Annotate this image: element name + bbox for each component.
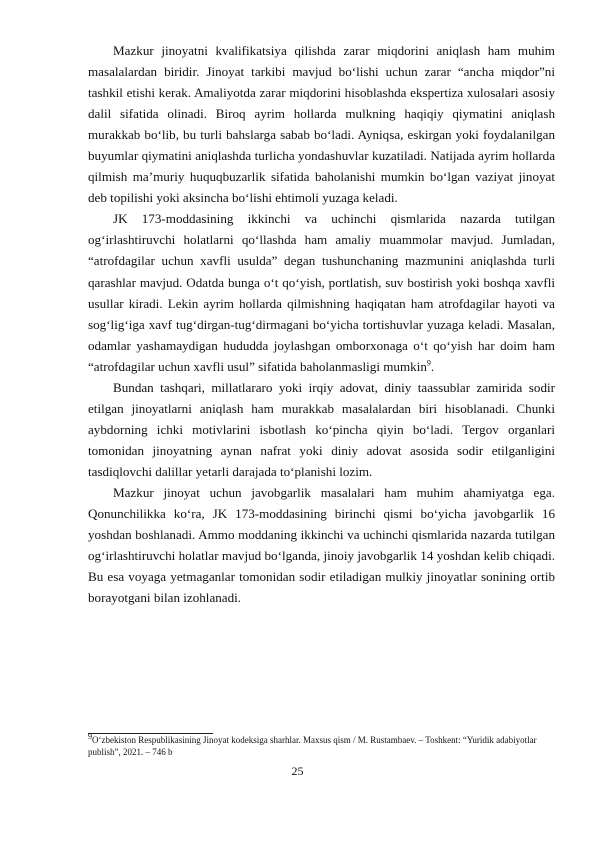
paragraph-2: [88, 208, 555, 376]
footnote-marker: 9: [88, 732, 92, 741]
footnote-divider: [88, 733, 213, 734]
footnote-text: O‘zbekiston Respublikasining Jinoyat kodeksiga sharhlar. Maxsus qism / M. Rustambaev. – Toshkent: “Yuridik adabiyotlar publish”, 2021. – 746 b: [88, 735, 537, 757]
paragraph-1: Mazkur jinoyatni kvalifikatsiya qilishda zarar miqdorini aniqlash ham muhim masalalardan biridir. Jinoyat tarkibi mavjud bo‘lishi uchun zarar “ancha miqdor”ni tashkil etishi kerak. Amaliyotda zarar miqdorini hisoblashda ekspertiza xulosalari asosiy dalil sifatida olinadi. Biroq ayrim hollarda mulkning haqiqiy qiymatini aniqlash murakkab bo‘lib, bu turli bahslarga sabab bo‘ladi. Ayniqsa, eskirgan yoki foydalanilgan buyumlar qiymatini aniqlashda turlicha yondashuvlar kuzatiladi. Natijada ayrim hollarda qilmish ma’muriy huquqbuzarlik sifatida baholanishi mumkin bo‘lgan vaziyat jinoyat deb topilishi yoki aksincha bo‘lishi ehtimoli yuzaga keladi.: [88, 43, 555, 206]
footnote-reference[interactable]: 9: [426, 358, 431, 368]
paragraph-2-text: JK 173-moddasining ikkinchi va uchinchi qismlarida nazarda tutilgan og‘irlashtiruvchi holatlarni qo‘llashda ham amaliy muammolar mavjud. Jumladan, “atrofdagilar uchun xavfli usulda” degan tushunchaning mazmunini aniqlashda turli qarashlar mavjud. Odatda bunga o‘t qo‘yish, portlatish, suv bostirish yoki boshqa xavfli usullar kiradi. Lekin ayrim hollarda qilmishning haqiqatan ham atrofdagilar hayoti va sog‘lig‘iga xavf tug‘dirgan-tug‘dirmagani bo‘yicha tortishuvlar yuzaga keladi. Masalan, odamlar yashamaydigan hududda joylashgan omborxonaga o‘t qo‘yish har doim ham “atrofdagilar uchun xavfli usul” sifatida baholanmasligi mumkin: [88, 211, 555, 374]
page-number: 25: [291, 764, 304, 778]
paragraph-3: Bundan tashqari, millatlararo yoki irqiy adovat, diniy taassublar zamirida sodir etilgan jinoyatlarni aniqlash ham murakkab masalalardan biri hisoblanadi. Chunki aybdorning ichki motivlarini isbotlash ko‘pincha qiyin bo‘ladi. Tergov organlari tomonidan jinoyatning aynan nafrat yoki diniy adovat asosida sodir etilganligini tasdiqlovchi dalillar yetarli darajada to‘planishi lozim.: [88, 379, 555, 479]
page-body: [88, 40, 555, 608]
paragraph-4: Mazkur jinoyat uchun javobgarlik masalalari ham muhim ahamiyatga ega. Qonunchilikka ko‘ra, JK 173-moddasining birinchi qismi bo‘yicha javobgarlik 16 yoshdan boshlanadi. Ammo moddaning ikkinchi va uchinchi qismlarida nazarda tutilgan og‘irlashtiruvchi holatlar mavjud bo‘lganda, jinoiy javobgarlik 14 yoshdan kelib chiqadi. Bu esa voyaga yetmaganlar tomonidan sodir etiladigan mulkiy jinoyatlar sonining ortib borayotgani bilan izohlanadi.: [88, 484, 555, 606]
paragraph-2-end: .: [430, 358, 435, 374]
footnote: [88, 732, 555, 758]
